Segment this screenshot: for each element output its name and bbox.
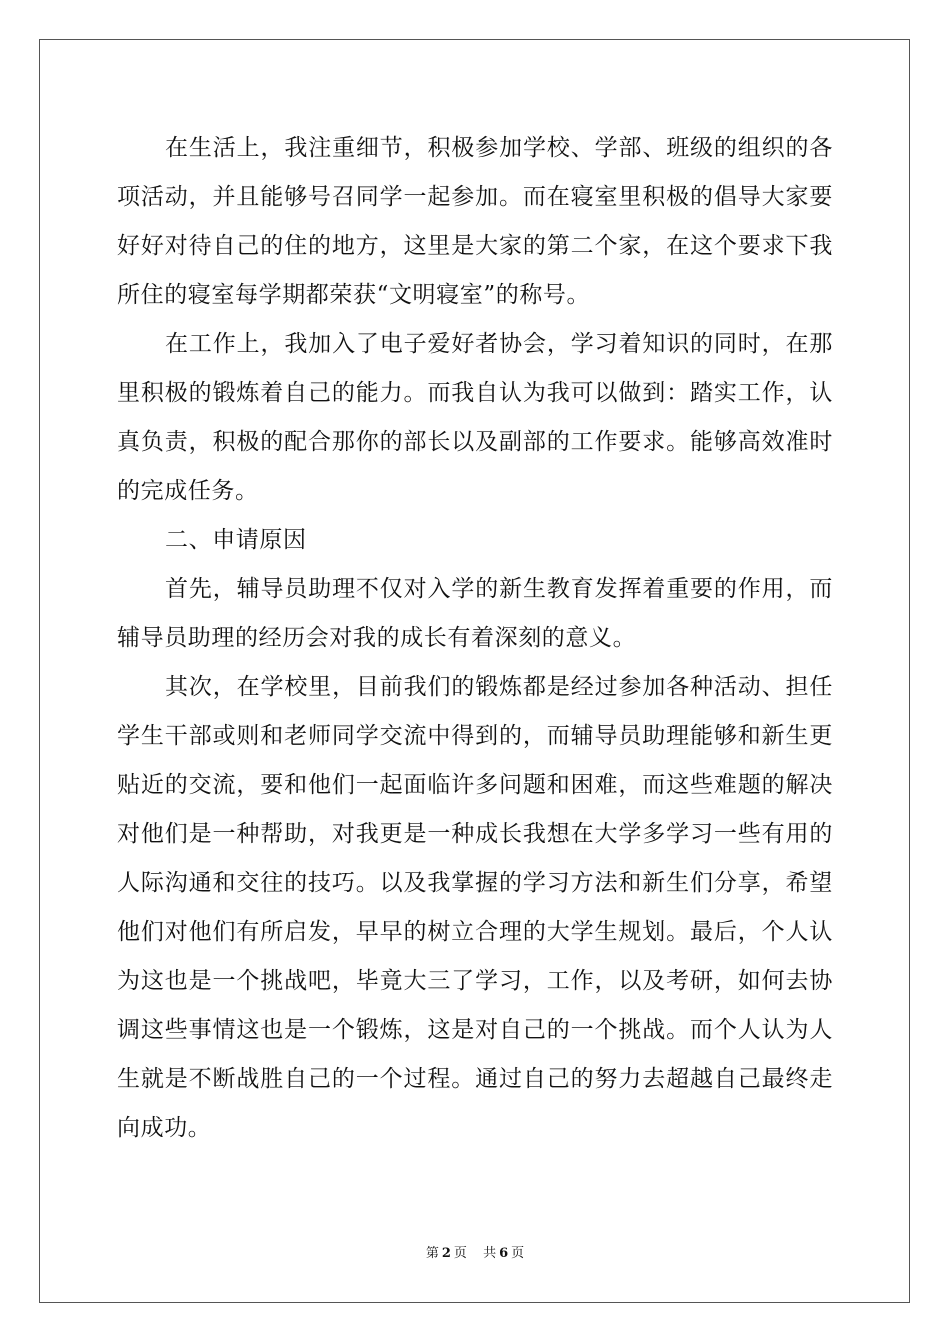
page-prefix: 第 xyxy=(425,1246,439,1261)
document-body xyxy=(117,124,833,1153)
total-prefix: 共 xyxy=(483,1246,497,1261)
total-suffix: 页 xyxy=(511,1246,525,1261)
paragraph-second-reason: 其次，在学校里，目前我们的锻炼都是经过参加各种活动、担任学生干部或则和老师同学交流中得到的，而辅导员助理能够和新生更贴近的交流，要和他们一起面临许多问题和困难，而这些难题的解决对他们是一种帮助，对我更是一种成长我想在大学多学习一些有用的人际沟通和交往的技巧。以及我掌握的学习方法和新生们分享，希望他们对他们有所启发，早早的树立合理的大学生规划。最后，个人认为这也是一个挑战吧，毕竟大三了学习，工作，以及考研，如何去协调这些事情这也是一个锻炼，这是对自己的一个挑战。而个人认为人生就是不断战胜自己的一个过程。通过自己的努力去超越自己最终走向成功。 xyxy=(117,674,833,1141)
current-page: 2 xyxy=(441,1246,451,1261)
page-footer xyxy=(0,1242,950,1261)
paragraph-first-reason: 首先，辅导员助理不仅对入学的新生教育发挥着重要的作用，而辅导员助理的经历会对我的成长有着深刻的意义。 xyxy=(117,576,833,651)
page-total xyxy=(480,1246,527,1261)
total-pages: 6 xyxy=(499,1246,509,1261)
paragraph-life: 在生活上，我注重细节，积极参加学校、学部、班级的组织的各项活动，并且能够号召同学一起参加。而在寝室里积极的倡导大家要好好对待自己的住的地方，这里是大家的第二个家，在这个要求下我所住的寝室每学期都荣获“文明寝室”的称号。 xyxy=(117,135,833,308)
page-suffix: 页 xyxy=(453,1246,467,1261)
section-heading-reasons: 二、申请原因 xyxy=(165,527,307,553)
page-number xyxy=(423,1246,470,1261)
paragraph-work: 在工作上，我加入了电子爱好者协会，学习着知识的同时，在那里积极的锻炼着自己的能力。而我自认为我可以做到：踏实工作，认真负责，积极的配合那你的部长以及副部的工作要求。能够高效准时的完成任务。 xyxy=(117,331,833,504)
